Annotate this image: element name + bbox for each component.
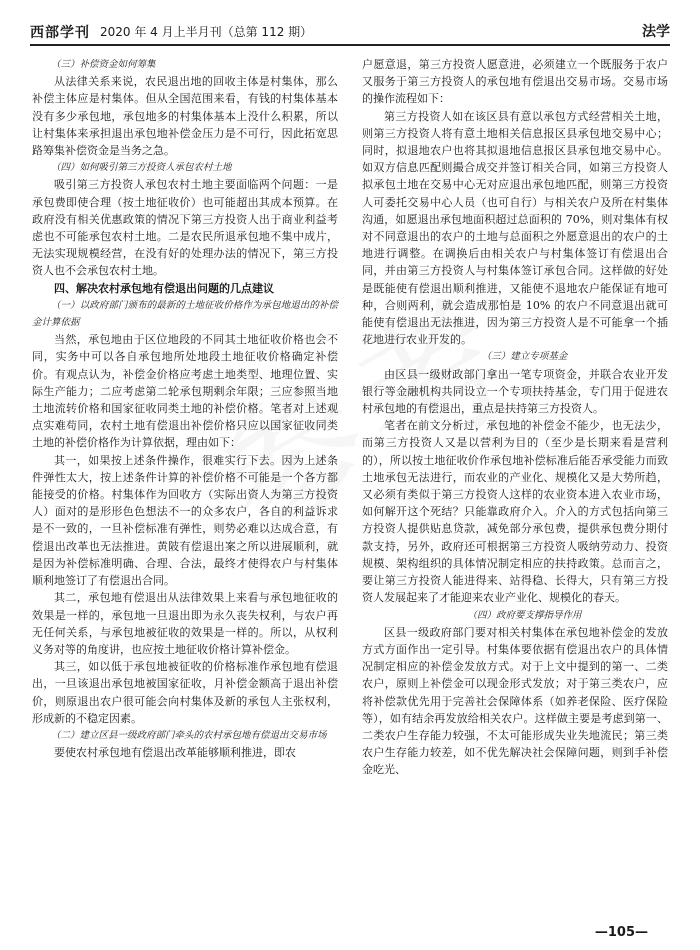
- chapter-heading: 四、解决农村承包地有偿退出问题的几点建议: [54, 281, 274, 295]
- paragraph: 当然，承包地由于区位地段的不同其土地征收价格也会不同，实务中可以各自承包地所处地段土地征收价格确定补偿价。有观点认为，补偿金价格应考虑土地类型、地理位置、实际生产能力；二应考虑第二轮承包期剩余年限；三应参照当地土地流转价格和国家征收同类土地的补偿价格。笔者对上述观点实难苟同，农村土地有偿退出补偿价格只应以国家征收同类土地的补偿价格作为计算依据，理由如下：: [32, 333, 338, 450]
- header-rule: [30, 44, 670, 46]
- section-heading: （二）建立区县一级政府部门牵头的农村承包地有偿退出交易市场: [51, 729, 327, 741]
- paragraph: 要使农村承包地有偿退出改革能够顺利推进，即农: [54, 746, 296, 760]
- left-column: [32, 56, 338, 761]
- page-header: [30, 22, 670, 44]
- section-heading: （三）建立专项基金: [481, 351, 568, 363]
- section-heading: （三）补偿资金如何筹集: [51, 59, 156, 70]
- paragraph: 由区县一级财政部门拿出一笔专项资金，并联合农业开发银行等金融机构共同设立一个专项扶持基金，专门用于促进农村承包地的有偿退出，重点是扶持第三方投资人。: [362, 367, 668, 416]
- paragraph: 第三方投资人如在该区县有意以承包方式经营相关土地，则第三方投资人将有意土地相关信息报区县承包地交易中心；同时，拟退地农户也将其拟退地信息报区县承包地交易中心。如双方信息匹配则撮合成交并签订相关合同，如第三方投资人拟承包土地在交易中心无对应退出承包地匹配，则第三方投资人可委托交易中心人员（也可自行）与相关农户及所在村集体沟通，如愿退出承包地面积超过总面积的 70%，则对集体有权对不同意退出的农户的土地与总面积之外愿意退出的农户的土地进行调整。在调换后由相关农户与村集体签订有偿退出合同，并由第三方投资人与村集体签订承包合同。这样做的好处是既能使有偿退出顺利推进，又能使不退地农户能保证有地可种，合则两利，就会造成那怕是 10% 的农户不同意退出就可能使有偿退出无法推进，因为第三方投资人是不可能拿一个插花地进行农业开发的。: [362, 109, 668, 347]
- paragraph: 其一，如果按上述条件操作，很难实行下去。因为上述条件弹性太大，按上述条件计算的补偿价格不可能是一个各方都能接受的价格。村集体作为回收方（实际出资人为第三方投资人）面对的是形形色色想法不一的众多农户，各自的利益诉求是不一致的，一旦补偿标准有弹性，则势必难以达成合意，有偿退出改革也无法推进。黄陂有偿退出案之所以进展顺利，就是因为补偿标准明确、合理、合法，最终才使得农户与村集体顺利地签订了有偿退出合同。: [32, 453, 338, 588]
- paragraph: 区县一级政府部门要对相关村集体在承包地补偿金的发放方式方面作出一定引导。村集体要依据有偿退出农户的具体情况制定相应的补偿金发放方式。对于上文中提到的第一、二类农户，原则上补偿金可以现金形式发放；对于第三类农户，应将补偿款优先用于完善社会保障体系（如养老保险、医疗保险等），如有结余再发放给相关农户。这样做主要是考虑到第一、二类农户生存能力较强，不太可能形成失业失地流民；第三类农户生存能力较差，如不优先解决社会保障问题，则到手补偿金吃光、: [362, 625, 668, 777]
- issue-info: 2020 年 4 月上半月刊（总第 112 期）: [100, 25, 313, 39]
- right-column: [362, 56, 668, 779]
- page-number: —105—: [594, 925, 648, 940]
- section-heading: （一）以政府部门颁布的最新的土地征收价格作为承包地退出的补偿金计算依据: [32, 299, 338, 329]
- journal-logo: 西部学刊: [30, 25, 90, 41]
- section-heading: （四）政府要支撑指导作用: [467, 609, 582, 621]
- paragraph: 笔者在前文分析过，承包地的补偿金不能少，也无法少，而第三方投资人又是以营利为目的（至少是长期来看是营利的），所以按土地征收价作承包地补偿标准后能否承受能力而致土地承包无法进行，而农业的产业化、规模化又是大势所趋，又必须有类似于第三方投资人这样的农业资本进入农业市场，如何解开这个死结？只能靠政府介入。介入的方式包括向第三方投资人提供贴息贷款，减免部分承包费，提供承包费分期付款支持，另外，政府还可根据第三方投资人吸纳劳动力、投资规模、架构组织的具体情况制定相应的扶持政策。总而言之，要让第三方投资人能进得来、站得稳、长得大，只有第三方投资人发展起来了才能迎来农业产业化、规模化的春天。: [362, 419, 668, 605]
- paragraph: 吸引第三方投资人承包农村土地主要面临两个问题：一是承包费即使合理（按土地征收价）也可能超出其成本预算。在政府没有相关优惠政策的情况下第三方投资人出于商业利益考虑也不可能承包农村土地。二是农民所退承包地不集中成片，无法实现规模经营，在没有好的处理办法的情况下，第三方投资人也不会承包农村土地。: [32, 178, 338, 278]
- section-heading: （四）如何吸引第三方投资人承包农村土地: [51, 162, 232, 174]
- paragraph: 其二，承包地有偿退出从法律效果上来看与承包地征收的效果是一样的，承包地一旦退出即为永久丧失权利，与农户再无任何关系，与承包地被征收的效果是一样的。所以，从权利义务对等的角度讲，也应按土地征收价格计算补偿金。: [32, 591, 338, 656]
- paragraph: 从法律关系来说，农民退出地的回收主体是村集体，那么补偿主体应是村集体。但从全国范围来看，有钱的村集体基本没有多少承包地，承包地多的村集体基本上没什么积累，所以让村集体来承担退出承包地补偿金压力是不可行，因此拓宽思路筹集补偿资金是当务之急。: [32, 75, 338, 158]
- section-title: 法学: [642, 24, 670, 40]
- paragraph: 户愿意退，第三方投资人愿意进，必须建立一个既服务于农户又服务于第三方投资人的承包地有偿退出交易市场。交易市场的操作流程如下：: [362, 58, 668, 106]
- paragraph: 其三，如以低于承包地被征收的价格标准作承包地有偿退出，一旦该退出承包地被国家征收，月补偿金额高于退出补偿价，则原退出农户很可能会向村集体及新的承包人主张权利，形成新的不稳定因素。: [32, 660, 338, 725]
